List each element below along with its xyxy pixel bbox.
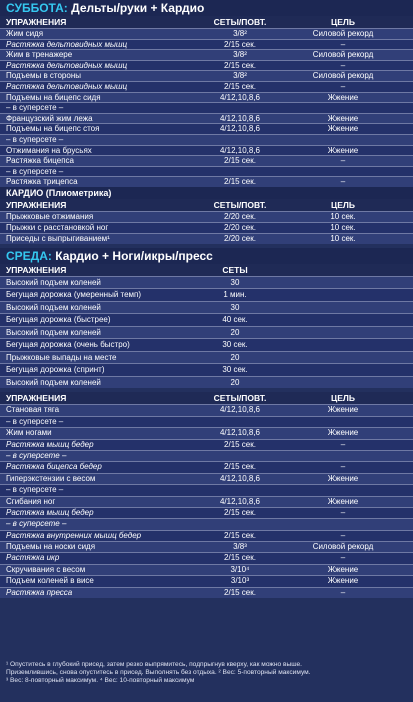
wednesday-cardio-table	[0, 276, 413, 389]
exercise-name: Растяжка дельтовидных мышц	[6, 81, 128, 91]
exercise-name: Французский жим лежа	[6, 113, 93, 123]
sets-value: 3/8³	[233, 542, 247, 552]
exercise-name: Прыжковые отжимания	[6, 211, 94, 221]
wednesday-day-label: СРЕДА:	[6, 248, 52, 263]
saturday-title	[0, 0, 413, 16]
sets-value: 4/12,10,8,6	[219, 473, 261, 483]
exercise-name: Бегущая дорожка (спринт)	[6, 365, 105, 375]
table-row	[0, 461, 413, 472]
table-row	[0, 404, 413, 415]
exercise-name: Высокий подъем коленей	[6, 277, 101, 287]
table-row	[0, 507, 413, 518]
sets-value: 2/20 сек.	[224, 233, 256, 243]
sets-value: 2/15 сек.	[224, 587, 256, 597]
cardio-title: КАРДИО (Плиометрика)	[0, 187, 413, 199]
footnote-line: Приземлившись, снова опуститесь в присед. Выполнять без отдыха. ² Вес: 5-повторный максимум.	[6, 669, 311, 676]
sets-value: 3/10³	[230, 576, 250, 586]
exercise-name: Подъемы в стороны	[6, 71, 81, 81]
sets-value: 2/15 сек.	[224, 439, 256, 449]
goal-value: –	[340, 507, 346, 517]
table-row	[0, 134, 413, 145]
sets-value: 20	[230, 377, 240, 387]
goal-value: Жжение	[327, 564, 359, 574]
cardio-table-header	[0, 199, 413, 211]
goal-value: –	[340, 39, 346, 49]
goal-value: Силовой рекорд	[312, 50, 374, 60]
table-row	[0, 541, 413, 552]
sets-value: 2/15 сек.	[224, 39, 256, 49]
goal-value: –	[340, 156, 346, 166]
sets-value	[200, 485, 280, 495]
saturday-focus-label: Дельты/руки + Кардио	[67, 1, 205, 15]
sets-value	[200, 167, 280, 177]
goal-value: –	[340, 587, 346, 597]
table-row	[0, 530, 413, 541]
header-goal: ЦЕЛЬ	[331, 17, 355, 27]
cardio-table	[0, 211, 413, 244]
table-row	[0, 484, 413, 495]
table-row	[0, 313, 413, 326]
exercise-name: Высокий подъем коленей	[6, 377, 101, 387]
sets-value: 30	[230, 277, 240, 287]
table-row	[0, 60, 413, 71]
exercise-name: Бегущая дорожка (очень быстро)	[6, 340, 130, 350]
sets-value: 3/8²	[233, 29, 247, 38]
sets-value: 2/15 сек.	[224, 462, 256, 472]
exercise-name: – в суперсете –	[6, 416, 64, 426]
header-exercises: УПРАЖНЕНИЯ	[6, 393, 67, 404]
table-row	[0, 416, 413, 427]
goal-value: Жжение	[327, 496, 359, 506]
goal-value: 10 сек.	[330, 233, 356, 243]
header-exercises: УПРАЖНЕНИЯ	[6, 199, 67, 210]
exercise-name: Жим сидя	[6, 29, 44, 38]
exercise-name: Подъемы на носки сидя	[6, 542, 96, 552]
exercise-name: Жим ногами	[6, 428, 52, 438]
exercise-name: – в суперсете –	[6, 485, 64, 495]
sets-value: 30	[230, 302, 240, 312]
footnotes	[0, 658, 413, 702]
table-row	[0, 92, 413, 103]
sets-value: 3/8²	[233, 71, 247, 81]
sets-value: 4/12,10,8,6	[219, 496, 261, 506]
goal-value: Жжение	[327, 145, 359, 155]
table-row	[0, 28, 413, 39]
footnote-line: ¹ Опуститесь в глубокий присед, затем резко выпрямитесь, подпрыгнув кверху, как можно выше.	[6, 661, 303, 668]
goal-value	[280, 167, 406, 177]
exercise-name: Растяжка дельтовидных мышц	[6, 60, 128, 70]
sets-value: 30 сек.	[222, 340, 248, 350]
exercise-name: Растяжка трицепса	[6, 177, 78, 187]
goal-value	[280, 451, 406, 461]
exercise-name: Жим в тренажере	[6, 50, 73, 60]
goal-value: Жжение	[327, 473, 359, 483]
exercise-name: Приседы с выпрыгиванием¹	[6, 233, 110, 243]
goal-value: Жжение	[327, 405, 359, 415]
legs-table	[0, 404, 413, 598]
table-row	[0, 49, 413, 60]
goal-value	[280, 103, 406, 113]
sets-value: 4/12,10,8,6	[219, 405, 261, 415]
sets-value: 1 мин.	[223, 290, 247, 300]
sets-value: 3/8²	[233, 50, 247, 60]
goal-value: Силовой рекорд	[312, 71, 374, 81]
sets-value: 2/15 сек.	[224, 177, 256, 187]
exercise-name: – в суперсете –	[6, 519, 67, 529]
exercise-name: Растяжка пресса	[6, 587, 73, 597]
header-sets-reps: СЕТЫ/ПОВТ.	[213, 393, 267, 404]
sets-value	[200, 135, 280, 145]
exercise-name: Становая тяга	[6, 405, 60, 415]
table-row	[0, 587, 413, 598]
table-row	[0, 376, 413, 389]
table-row	[0, 552, 413, 563]
saturday-day-label: СУББОТА:	[6, 1, 68, 15]
goal-value: Силовой рекорд	[312, 29, 374, 38]
goal-value: Силовой рекорд	[312, 542, 374, 552]
header-exercises: УПРАЖНЕНИЯ	[6, 17, 67, 27]
sets-value: 4/12,10,8,6	[219, 145, 261, 155]
table-row	[0, 288, 413, 301]
sets-value: 2/15 сек.	[224, 530, 256, 540]
goal-value: –	[340, 177, 346, 187]
goal-value	[280, 485, 406, 495]
goal-value: –	[340, 81, 346, 91]
exercise-name: Растяжка бицепса бедер	[6, 462, 102, 472]
exercise-name: Отжимания на брусьях	[6, 145, 92, 155]
sets-value	[200, 519, 280, 529]
sets-value: 30 сек.	[222, 365, 248, 375]
table-row	[0, 301, 413, 314]
exercise-name: Растяжка бицепса	[6, 156, 74, 166]
saturday-table-header	[0, 16, 413, 28]
exercise-name: – в суперсете –	[6, 134, 64, 144]
exercise-name: Прыжковые выпады на месте	[6, 352, 117, 362]
saturday-table	[0, 28, 413, 187]
table-row	[0, 222, 413, 233]
goal-value: –	[340, 60, 346, 70]
table-row	[0, 363, 413, 376]
table-row	[0, 450, 413, 461]
exercise-name: – в суперсете –	[6, 166, 64, 176]
sets-value: 2/15 сек.	[224, 553, 256, 563]
table-row	[0, 575, 413, 586]
goal-value: 10 сек.	[330, 211, 356, 221]
exercise-name: Растяжка дельтовидных мышц	[6, 39, 128, 49]
header-exercises: УПРАЖНЕНИЯ	[6, 264, 67, 275]
goal-value	[280, 417, 406, 427]
header-goal: ЦЕЛЬ	[331, 199, 355, 210]
exercise-name: – в суперсете –	[6, 103, 64, 113]
exercise-name: Высокий подъем коленей	[6, 327, 101, 337]
exercise-name: Бегущая дорожка (умеренный темп)	[6, 290, 142, 300]
header-goal: ЦЕЛЬ	[331, 393, 355, 404]
table-row	[0, 70, 413, 81]
table-row	[0, 496, 413, 507]
sets-value: 2/15 сек.	[224, 156, 256, 166]
sets-value: 4/12,10,8,6	[219, 113, 261, 123]
table-row	[0, 166, 413, 177]
sets-value	[200, 417, 280, 427]
table-row	[0, 351, 413, 364]
table-row	[0, 102, 413, 113]
sets-value: 40 сек.	[222, 315, 248, 325]
sets-value: 4/12,10,8,6	[219, 92, 261, 102]
sets-value: 20	[230, 327, 240, 337]
goal-value: Жжение	[327, 124, 359, 134]
exercise-name: Растяжка икр	[6, 553, 60, 563]
goal-value: –	[340, 530, 346, 540]
goal-value: Жжение	[327, 576, 359, 586]
header-sets: СЕТЫ	[222, 264, 248, 275]
table-row	[0, 473, 413, 484]
table-row	[0, 427, 413, 438]
table-row	[0, 564, 413, 575]
exercise-name: Бегущая дорожка (быстрее)	[6, 315, 111, 325]
exercise-name: Растяжка мышц бедер	[6, 507, 94, 517]
sets-value: 2/15 сек.	[224, 81, 256, 91]
goal-value	[280, 519, 406, 529]
wednesday-focus-label: Кардио + Ноги/икры/пресс	[51, 248, 213, 263]
exercise-name: Подъем коленей в висе	[6, 576, 94, 586]
exercise-name: Сгибания ног	[6, 496, 56, 506]
table-row	[0, 439, 413, 450]
exercise-name: Прыжки с расстановкой ног	[6, 222, 109, 232]
sets-value	[200, 103, 280, 113]
table-row	[0, 176, 413, 187]
table-row	[0, 326, 413, 339]
table-row	[0, 81, 413, 92]
table-row	[0, 233, 413, 244]
sets-value: 2/20 сек.	[224, 211, 256, 221]
wednesday-title	[0, 248, 413, 264]
goal-value: 10 сек.	[330, 222, 356, 232]
goal-value: –	[340, 462, 346, 472]
goal-value: Жжение	[327, 113, 359, 123]
table-row	[0, 39, 413, 50]
sets-value: 3/10⁴	[230, 564, 250, 574]
goal-value: –	[340, 439, 346, 449]
exercise-name: Скручивания с весом	[6, 564, 86, 574]
exercise-name: Подъемы на бицепс стоя	[6, 124, 100, 134]
footnote-line: ³ Вес: 8-повторный максимум. ⁴ Вес: 10-повторный максимум	[6, 677, 195, 684]
exercise-name: Высокий подъем коленей	[6, 302, 101, 312]
goal-value: Жжение	[327, 92, 359, 102]
goal-value: Жжение	[327, 428, 359, 438]
sets-value: 2/20 сек.	[224, 222, 256, 232]
sets-value	[200, 451, 280, 461]
exercise-name: Подъемы на бицепс сидя	[6, 92, 101, 102]
goal-value: –	[340, 553, 346, 563]
sets-value: 2/15 сек.	[224, 507, 256, 517]
header-sets-reps: СЕТЫ/ПОВТ.	[213, 199, 267, 210]
sets-value: 4/12,10,8,6	[219, 124, 261, 134]
header-sets-reps: СЕТЫ/ПОВТ.	[213, 17, 267, 27]
table-row	[0, 155, 413, 166]
sets-value: 20	[230, 352, 240, 362]
sets-value: 2/15 сек.	[224, 60, 256, 70]
table-row	[0, 276, 413, 289]
legs-table-header	[0, 392, 413, 404]
sets-value: 4/12,10,8,6	[219, 428, 261, 438]
exercise-name: – в суперсете –	[6, 450, 67, 460]
exercise-name: Гиперэкстензии с весом	[6, 473, 96, 483]
goal-value	[280, 135, 406, 145]
table-row	[0, 518, 413, 529]
table-row	[0, 338, 413, 351]
wednesday-table-header	[0, 264, 413, 276]
table-row	[0, 123, 413, 134]
exercise-name: Растяжка внутренних мышц бедер	[6, 530, 142, 540]
table-row	[0, 211, 413, 222]
table-row	[0, 113, 413, 124]
exercise-name: Растяжка мышц бедер	[6, 439, 94, 449]
table-row	[0, 145, 413, 156]
